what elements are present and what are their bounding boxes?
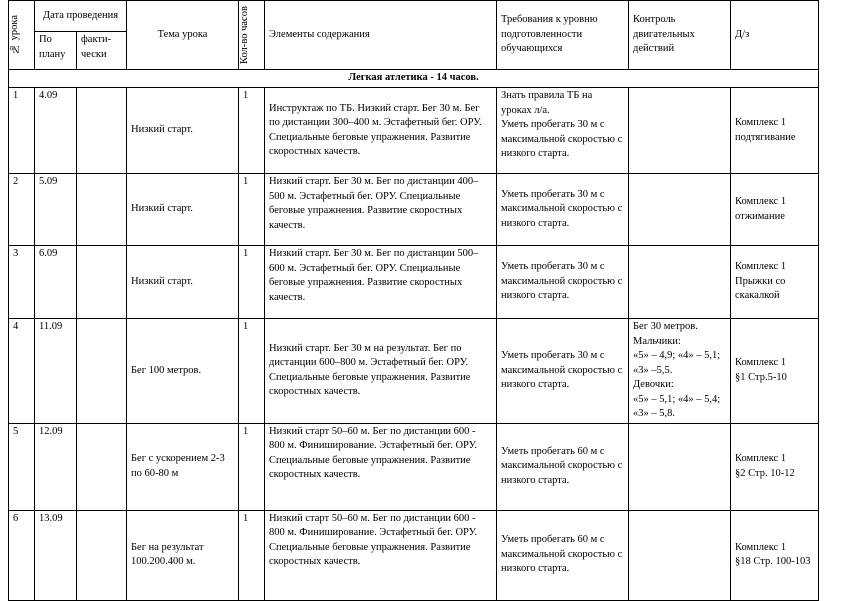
cell-hours: 1	[239, 510, 265, 600]
cell-homework: Комплекс 1 Прыжки со скакалкой	[731, 246, 819, 319]
cell-fact-date	[77, 510, 127, 600]
cell-topic: Низкий старт.	[127, 88, 239, 174]
col-header-date-plan: По плану	[35, 32, 77, 70]
cell-content: Низкий старт. Бег 30 м на результат. Бег по дистанции 600–800 м. Эстафетный бег. ОРУ. Специальные беговые упражнения. Развитие скоростных качеств.	[265, 319, 497, 424]
cell-homework: Комплекс 1 §1 Стр.5-10	[731, 319, 819, 424]
cell-topic: Низкий старт.	[127, 174, 239, 246]
cell-topic: Бег с ускорением 2-3 по 60-80 м	[127, 423, 239, 510]
section-title: Легкая атлетика - 14 часов.	[9, 70, 819, 88]
cell-requirements: Знать правила ТБ на уроках л/а. Уметь пробегать 30 м с максимальной скоростью с низкого старта.	[497, 88, 629, 174]
cell-hours: 1	[239, 246, 265, 319]
cell-fact-date	[77, 246, 127, 319]
cell-plan-date: 11.09	[35, 319, 77, 424]
cell-control	[629, 510, 731, 600]
cell-plan-date: 4.09	[35, 88, 77, 174]
col-header-control: Контроль двигательных действий	[629, 1, 731, 70]
cell-num: 2	[9, 174, 35, 246]
cell-content: Низкий старт 50–60 м. Бег по дистанции 600 - 800 м. Финиширование. Эстафетный бег. ОРУ. Специальные беговые упражнения. Развитие скоростных качеств.	[265, 510, 497, 600]
cell-content: Низкий старт. Бег 30 м. Бег по дистанции 500–600 м. Эстафетный бег. ОРУ. Специальные беговые упражнения. Развитие скоростных качеств.	[265, 246, 497, 319]
cell-num: 3	[9, 246, 35, 319]
cell-homework: Комплекс 1 отжимание	[731, 174, 819, 246]
cell-homework: Комплекс 1 подтягивание	[731, 88, 819, 174]
cell-num: 1	[9, 88, 35, 174]
cell-hours: 1	[239, 319, 265, 424]
table-row	[9, 88, 819, 174]
cell-hours: 1	[239, 423, 265, 510]
col-header-content: Элементы содержания	[265, 1, 497, 70]
cell-plan-date: 6.09	[35, 246, 77, 319]
col-header-topic: Тема урока	[127, 1, 239, 70]
cell-plan-date: 13.09	[35, 510, 77, 600]
cell-fact-date	[77, 319, 127, 424]
cell-topic: Бег на результат 100.200.400 м.	[127, 510, 239, 600]
cell-homework: Комплекс 1 §18 Стр. 100-103	[731, 510, 819, 600]
lesson-plan-table	[8, 0, 819, 601]
cell-num: 5	[9, 423, 35, 510]
cell-plan-date: 12.09	[35, 423, 77, 510]
cell-requirements: Уметь пробегать 30 м с максимальной скоростью с низкого старта.	[497, 319, 629, 424]
cell-num: 4	[9, 319, 35, 424]
cell-control	[629, 88, 731, 174]
cell-requirements: Уметь пробегать 60 м с максимальной скоростью с низкого старта.	[497, 510, 629, 600]
cell-requirements: Уметь пробегать 30 м с максимальной скоростью с низкого старта.	[497, 246, 629, 319]
table-row	[9, 510, 819, 600]
cell-control: Бег 30 метров. Мальчики: «5» – 4,9; «4» – 5,1; «3» –5,5. Девочки: «5» – 5,1; «4» – 5,4; «3» – 5,8.	[629, 319, 731, 424]
section-row	[9, 70, 819, 88]
col-header-num: № урока	[9, 1, 35, 70]
cell-control	[629, 423, 731, 510]
cell-plan-date: 5.09	[35, 174, 77, 246]
cell-fact-date	[77, 88, 127, 174]
cell-content: Инструктаж по ТБ. Низкий старт. Бег 30 м. Бег по дистанции 300–400 м. Эстафетный бег. ОРУ. Специальные беговые упражнения. Развитие скоростных качеств.	[265, 88, 497, 174]
cell-control	[629, 174, 731, 246]
table-row	[9, 319, 819, 424]
cell-num: 6	[9, 510, 35, 600]
cell-control	[629, 246, 731, 319]
table-row	[9, 423, 819, 510]
cell-content: Низкий старт. Бег 30 м. Бег по дистанции 400–500 м. Эстафетный бег. ОРУ. Специальные беговые упражнения. Развитие скоростных качеств.	[265, 174, 497, 246]
col-header-requirements: Требования к уровню подготовленности обучающихся	[497, 1, 629, 70]
cell-requirements: Уметь пробегать 60 м с максимальной скоростью с низкого старта.	[497, 423, 629, 510]
cell-hours: 1	[239, 174, 265, 246]
cell-fact-date	[77, 174, 127, 246]
cell-topic: Низкий старт.	[127, 246, 239, 319]
cell-hours: 1	[239, 88, 265, 174]
col-header-homework: Д/з	[731, 1, 819, 70]
table-row	[9, 246, 819, 319]
table-row	[9, 174, 819, 246]
cell-topic: Бег 100 метров.	[127, 319, 239, 424]
col-header-date-fact: факти- чески	[77, 32, 127, 70]
col-header-hours: Кол-во часов	[239, 1, 265, 70]
cell-homework: Комплекс 1 §2 Стр. 10-12	[731, 423, 819, 510]
cell-requirements: Уметь пробегать 30 м с максимальной скоростью с низкого старта.	[497, 174, 629, 246]
col-header-date: Дата проведения	[35, 1, 127, 32]
cell-fact-date	[77, 423, 127, 510]
cell-content: Низкий старт 50–60 м. Бег по дистанции 600 - 800 м. Финиширование. Эстафетный бег. ОРУ. Специальные беговые упражнения. Развитие скоростных качеств.	[265, 423, 497, 510]
